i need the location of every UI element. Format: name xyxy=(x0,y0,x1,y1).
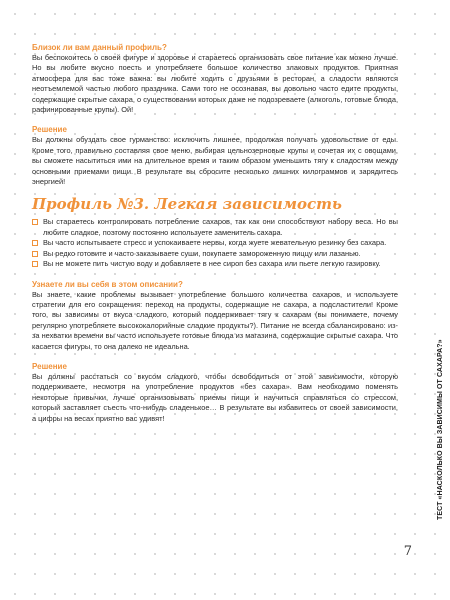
section-heading-solution: Решение xyxy=(32,125,67,135)
checklist-item xyxy=(32,249,398,259)
checkbox-icon xyxy=(32,251,38,257)
section-body-solution-2: Вы должны расстаться со вкусом сладкого, чтобы освободиться от этой зависимости, которую поддерживаете, несмотря на употребление продуктов «без сахара». Вам необходимо поменять некоторые привычки, лучше организовывать приемы пищи и научиться справляться со стрессом, который заставляет съесть что-нибудь сладенькое… В результате вы избавитесь от своей зависимости, а цифры на весах приятно вас удивят! xyxy=(32,371,398,423)
checklist-item-text: Вы часто испытываете стресс и успокаиваете нервы, когда жуете жевательную резинку без сахара. xyxy=(43,238,387,248)
section-heading-profile-match: Близок ли вам данный профиль? xyxy=(32,43,167,52)
profile-title: Профиль №3. Легкая зависимость xyxy=(32,195,342,214)
checkbox-icon xyxy=(32,240,38,246)
checklist-item xyxy=(32,238,398,248)
checklist-item-text: Вы редко готовите и часто заказываете суши, покупаете замороженную пиццу или лазанью. xyxy=(43,248,361,258)
section-body-profile-match: Вы беспокоитесь о своей фигуре и здоровье и стараетесь организовать свое питание как можно лучше. Но вы любите вкусно поесть и употребляете большое количество злаковых продуктов. Приятная атмосфера для вас тоже важна: вы любите ходить с друзьями в ресторан, а сладости являются неотъемлемой частью любого праздника. Сами того не осознавая, вы довольно часто едите продукты, содержащие скрытые сахара, о существовании которых даже не подозреваете (алкоголь, готовые блюда, рафинированные крупы). Ой! xyxy=(32,53,398,115)
checkbox-icon xyxy=(32,261,38,267)
checklist-item xyxy=(32,259,398,269)
section-body-solution: Вы должны обуздать свое гурманство: исключить лишнее, продолжая получать удовольствие от еды. Кроме того, правильно составляя свое меню, выбирая цельнозерновые крупы и сочетая их с овощами, вы сможете насытиться ими на длительное время и таким образом уменьшить тягу к сладостям между основными приемами пищи. В результате вы сбросите несколько лишних килограммов и зарядитесь энергией! xyxy=(32,135,398,187)
page-content xyxy=(32,42,398,424)
checklist-item xyxy=(32,217,398,238)
checklist-item-text: Вы стараетесь контролировать потребление сахаров, так как они способствуют набору веса. Но вы любите сладкое, поэтому постоянно используете заменитель сахара. xyxy=(43,217,398,237)
section-heading-solution-2: Решение xyxy=(32,361,67,371)
profile-checklist xyxy=(32,217,398,269)
running-side-title: ТЕСТ «НАСКОЛЬКО ВЫ ЗАВИСИМЫ ОТ САХАРА?» xyxy=(437,339,444,520)
section-heading-recognize: Узнаете ли вы себя в этом описании? xyxy=(32,279,183,289)
page-number: 7 xyxy=(403,544,412,559)
section-body-recognize: Вы знаете, какие проблемы вызывает употребление большого количества сахаров, и используете стратегии для его сокращения: переход на продукты, содержащие не сахара, а подсластители! Кроме того, вы зависимы от вкуса сладкого, который поддерживает тягу к сахарам (вы понимаете, почему регулярно употребляете высококалорийные сладкие продукты?). Питание не всегда сбалансировано: из-за нехватки времени вы часто используете готовые блюда из магазина, содержащие скрытые сахара. Что касается фигуры, то она далеко не идеальна. xyxy=(32,289,398,351)
checkbox-icon xyxy=(32,219,38,225)
checklist-item-text: Вы не можете пить чистую воду и добавляете в нее сироп без сахара или пьете легкую газировку. xyxy=(43,259,381,269)
